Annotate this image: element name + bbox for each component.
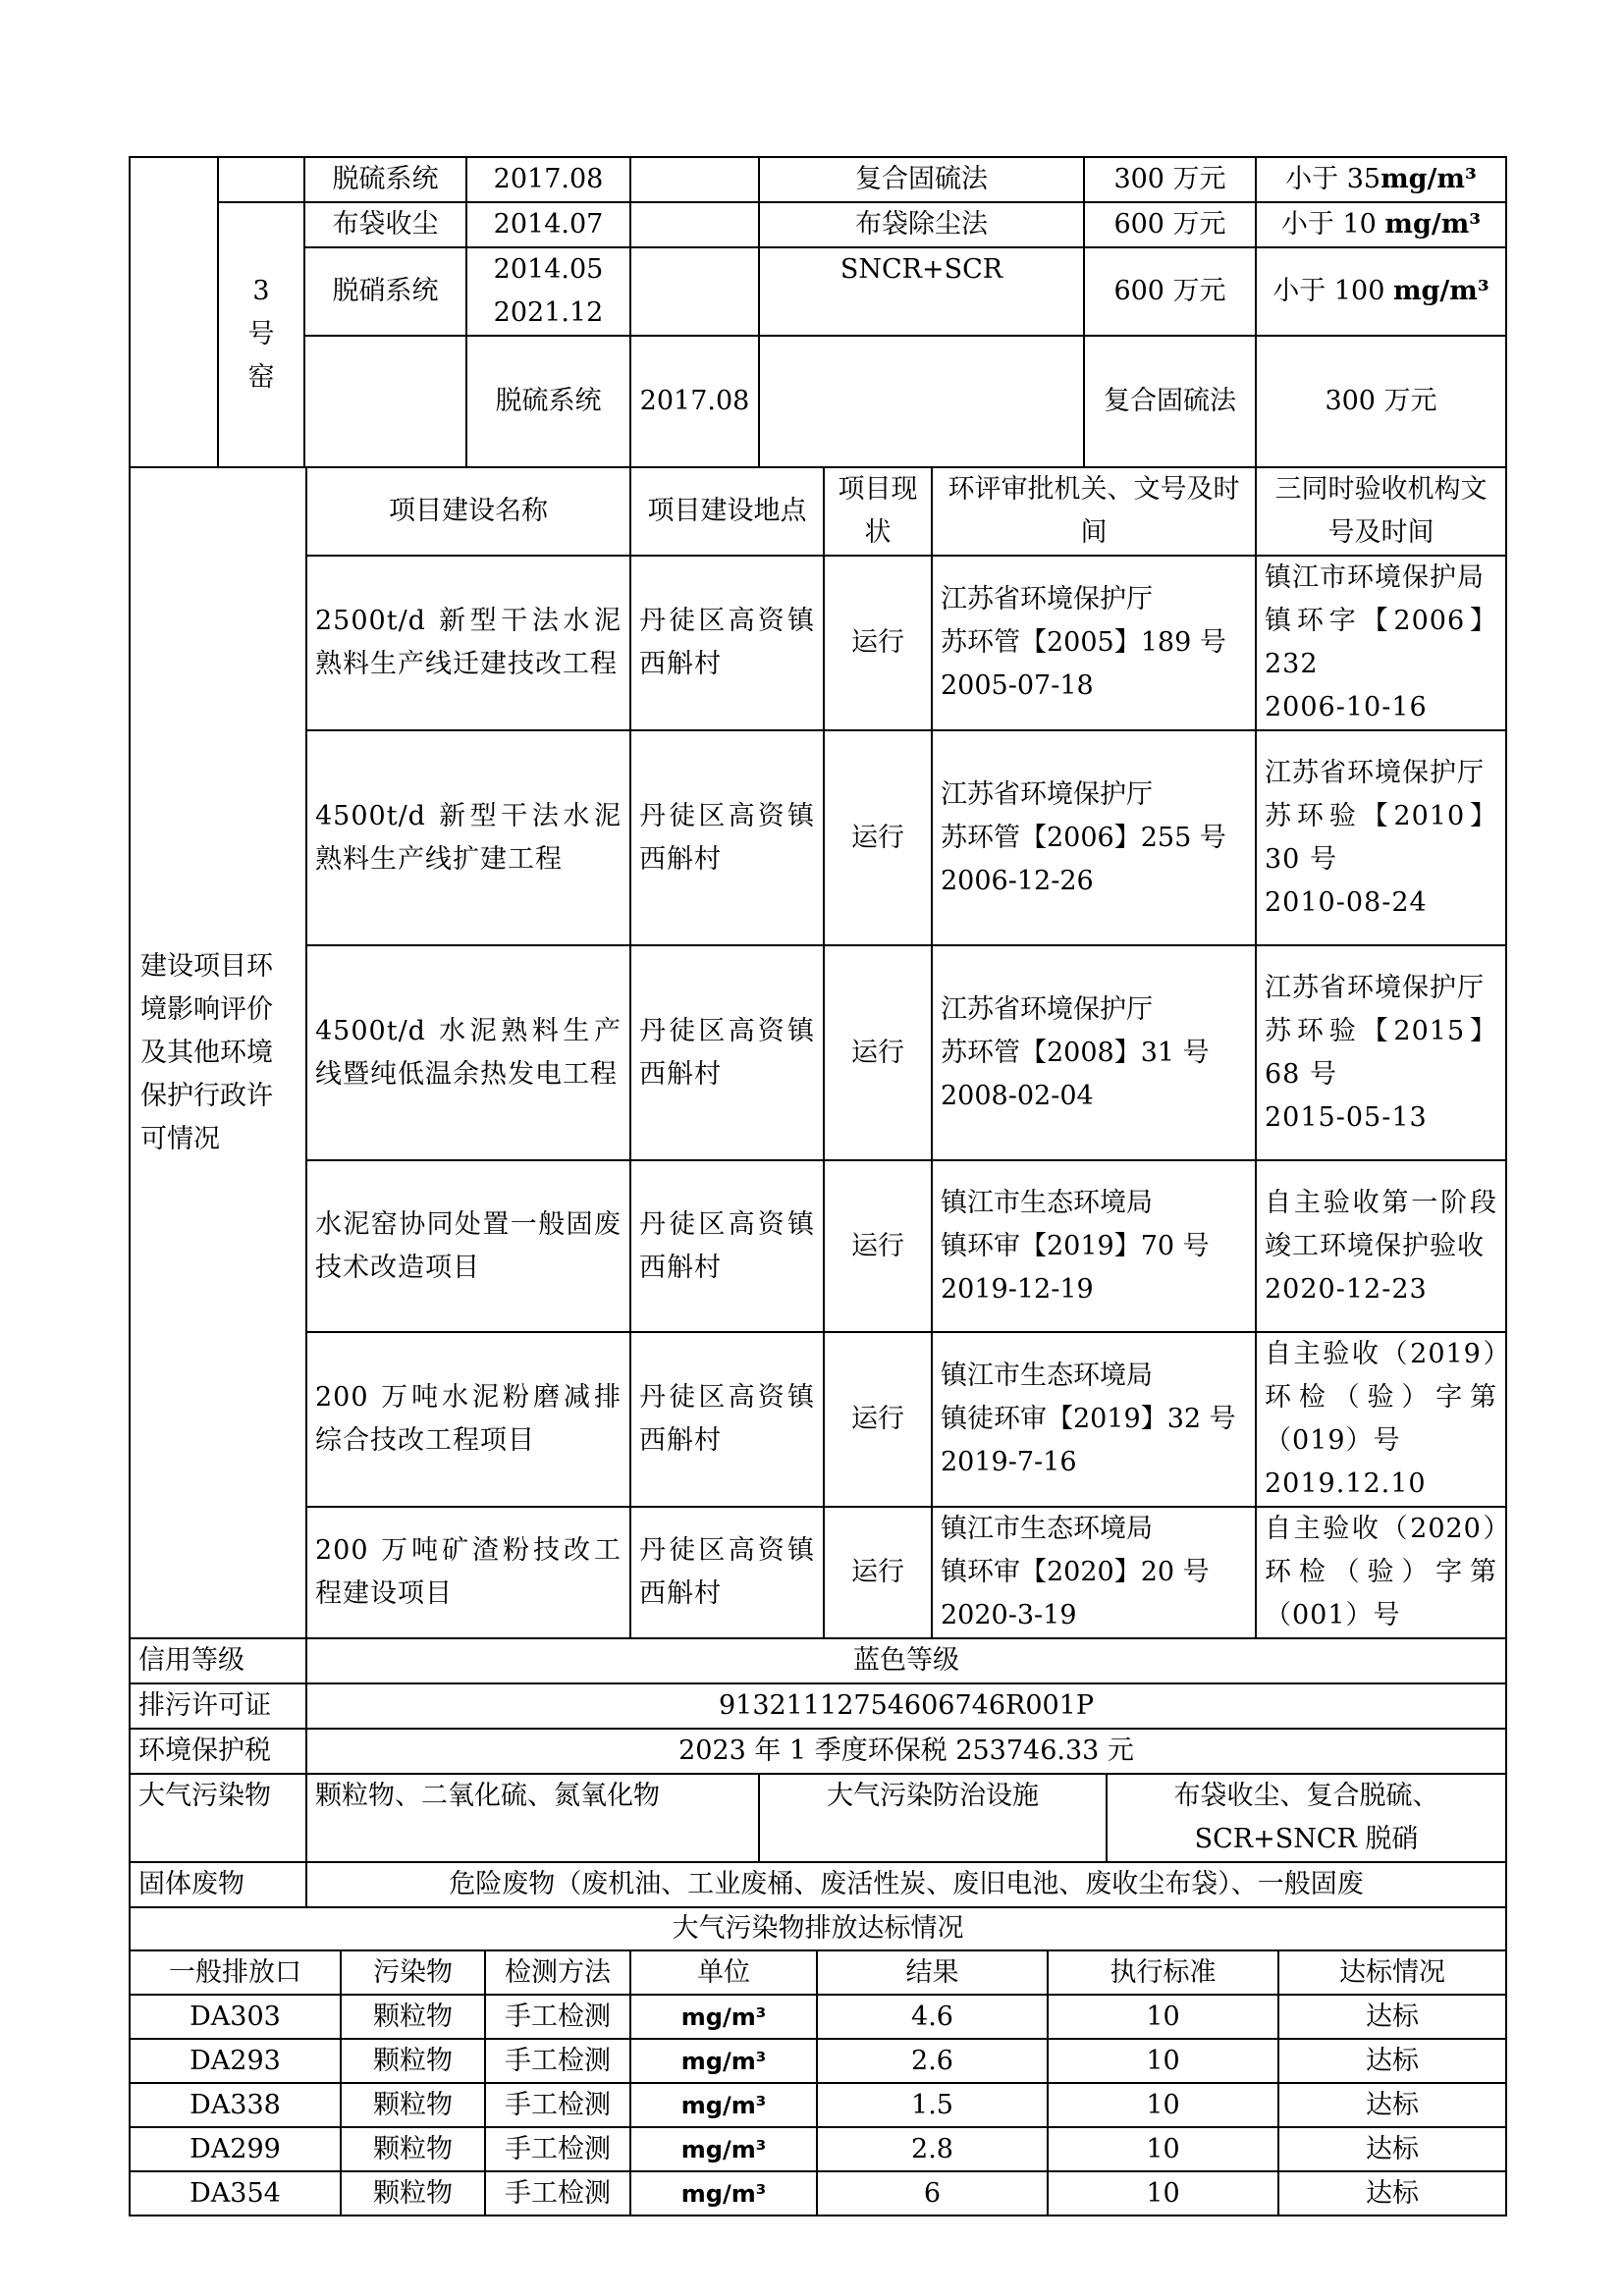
limit-text: 小于 35 bbox=[1285, 164, 1381, 194]
approval-line: 江苏省环境保护厅 bbox=[941, 778, 1153, 810]
project-name: 水泥窑协同处置一般固废技术改造项目 bbox=[306, 1160, 630, 1332]
pollutant: 颗粒物 bbox=[341, 2083, 485, 2127]
acceptance-line: 2019.12.10 bbox=[1265, 1468, 1427, 1499]
approval-line: 镇江市生态环境局 bbox=[941, 1187, 1153, 1218]
project-row bbox=[130, 1160, 1506, 1332]
system-name: 脱硝系统 bbox=[304, 247, 466, 336]
project-approval bbox=[932, 1332, 1256, 1507]
emission-limit bbox=[1256, 247, 1506, 336]
acceptance-line: 苏环验【2015】68 号 bbox=[1265, 1015, 1497, 1090]
standard: 10 bbox=[1048, 1995, 1278, 2039]
system-cost: 300 万元 bbox=[1256, 336, 1506, 467]
eia-table bbox=[129, 466, 1507, 1775]
result: 2.8 bbox=[817, 2127, 1048, 2171]
approval-line: 2019-7-16 bbox=[941, 1447, 1077, 1477]
test-method: 手工检测 bbox=[485, 2127, 630, 2171]
approval-line: 2008-02-04 bbox=[941, 1080, 1094, 1111]
table-row bbox=[130, 2127, 1506, 2171]
system-name: 脱硫系统 bbox=[466, 336, 630, 467]
project-row bbox=[130, 556, 1506, 730]
outlet-id: DA303 bbox=[130, 1995, 341, 2039]
credit-value: 蓝色等级 bbox=[306, 1638, 1506, 1683]
outlet-id: DA338 bbox=[130, 2083, 341, 2127]
tax-row bbox=[130, 1729, 1506, 1774]
compliance: 达标 bbox=[1278, 2083, 1506, 2127]
solid-row bbox=[130, 1862, 1506, 1907]
outlet-id: DA354 bbox=[130, 2171, 341, 2216]
table-row bbox=[130, 1995, 1506, 2039]
project-status: 运行 bbox=[824, 556, 932, 730]
project-name: 4500t/d 新型干法水泥熟料生产线扩建工程 bbox=[306, 730, 630, 945]
unit: mg/m³ bbox=[630, 1995, 817, 2039]
blank-cell bbox=[630, 202, 759, 247]
approval-line: 2019-12-19 bbox=[941, 1273, 1094, 1305]
approval-line: 苏环管【2006】255 号 bbox=[941, 822, 1226, 853]
permit-value: 91321112754606746R001P bbox=[306, 1683, 1506, 1729]
project-row bbox=[130, 730, 1506, 945]
air-facility-label: 大气污染防治设施 bbox=[759, 1774, 1107, 1862]
project-status: 运行 bbox=[824, 945, 932, 1160]
approval-line: 镇江市生态环境局 bbox=[941, 1514, 1153, 1544]
emissions-header-row bbox=[130, 1950, 1506, 1995]
project-name: 4500t/d 水泥熟料生产线暨纯低温余热发电工程 bbox=[306, 945, 630, 1160]
approval-line: 镇徒环审【2019】32 号 bbox=[941, 1404, 1236, 1434]
project-row bbox=[130, 1332, 1506, 1507]
acceptance-line: 镇环字【2006】232 bbox=[1265, 606, 1497, 679]
report-sheet bbox=[129, 156, 1505, 2216]
project-name: 2500t/d 新型干法水泥熟料生产线迁建技改工程 bbox=[306, 556, 630, 730]
pollutant: 颗粒物 bbox=[341, 2127, 485, 2171]
emissions-table bbox=[129, 1906, 1507, 2216]
acceptance-line: 自主验收第一阶段竣工环境保护验收 bbox=[1265, 1187, 1497, 1261]
col-header-status: 项目现状 bbox=[824, 467, 932, 556]
system-cost: 600 万元 bbox=[1084, 247, 1256, 336]
acceptance-line: 2015-05-13 bbox=[1265, 1101, 1428, 1133]
approval-line: 江苏省环境保护厅 bbox=[941, 584, 1153, 614]
air-pollutants: 颗粒物、二氧化硫、氮氧化物 bbox=[306, 1774, 759, 1862]
approval-line: 2005-07-18 bbox=[941, 670, 1094, 701]
system-date: 2017.08 bbox=[466, 157, 630, 202]
col-header-approval: 环评审批机关、文号及时间 bbox=[932, 467, 1256, 556]
project-acceptance bbox=[1256, 1332, 1506, 1507]
solid-label: 固体废物 bbox=[130, 1862, 306, 1907]
limit-text: 小于 100 bbox=[1272, 276, 1393, 306]
eia-section-label bbox=[130, 467, 306, 1638]
col-header-name: 项目建设名称 bbox=[306, 467, 630, 556]
approval-line: 苏环管【2008】31 号 bbox=[941, 1037, 1210, 1068]
emissions-title: 大气污染物排放达标情况 bbox=[130, 1907, 1506, 1950]
table-row bbox=[130, 2039, 1506, 2083]
kiln3-label bbox=[218, 202, 304, 467]
project-status: 运行 bbox=[824, 1507, 932, 1638]
standard: 10 bbox=[1048, 2171, 1278, 2216]
approval-line: 2020-3-19 bbox=[941, 1600, 1077, 1630]
unit: mg/m³ bbox=[630, 2039, 817, 2083]
col-header-outlet: 一般排放口 bbox=[130, 1950, 341, 1995]
table-row bbox=[130, 2171, 1506, 2216]
kiln-equipment-table bbox=[129, 156, 1507, 468]
pollutant: 颗粒物 bbox=[341, 2039, 485, 2083]
eia-section-label-text: 建设项目环境影响评价及其他环境保护行政许可情况 bbox=[140, 950, 273, 1154]
acceptance-line: 江苏省环境保护厅 bbox=[1265, 757, 1485, 788]
system-name: 脱硫系统 bbox=[304, 157, 466, 202]
permit-label: 排污许可证 bbox=[130, 1683, 306, 1729]
kiln3-label-char: 窑 bbox=[247, 362, 275, 393]
kiln-row bbox=[130, 247, 1506, 336]
project-approval bbox=[932, 730, 1256, 945]
standard: 10 bbox=[1048, 2127, 1278, 2171]
project-acceptance bbox=[1256, 1507, 1506, 1638]
emission-limit bbox=[1256, 157, 1506, 202]
project-name: 200 万吨矿渣粉技改工程建设项目 bbox=[306, 1507, 630, 1638]
blank-cell bbox=[304, 336, 466, 467]
solid-value: 危险废物（废机油、工业废桶、废活性炭、废旧电池、废收尘布袋）、一般固废 bbox=[306, 1862, 1506, 1907]
unit: mg/m³ bbox=[630, 2083, 817, 2127]
system-cost: 300 万元 bbox=[1084, 157, 1256, 202]
approval-line: 镇环审【2019】70 号 bbox=[941, 1230, 1210, 1261]
acceptance-line: 江苏省环境保护厅 bbox=[1265, 972, 1485, 1003]
project-status: 运行 bbox=[824, 1160, 932, 1332]
project-location: 丹徒区高资镇西斛村 bbox=[630, 1332, 824, 1507]
acceptance-line: 2006-10-16 bbox=[1265, 692, 1428, 722]
project-acceptance bbox=[1256, 945, 1506, 1160]
air-label: 大气污染物 bbox=[130, 1774, 306, 1862]
acceptance-line: 苏环验【2010】30 号 bbox=[1265, 800, 1497, 875]
col-header-acceptance: 三同时验收机构文号及时间 bbox=[1256, 467, 1506, 556]
air-facility-value: 布袋收尘、复合脱硫、SCR+SNCR 脱硝 bbox=[1107, 1774, 1506, 1862]
system-method: SNCR+SCR bbox=[759, 247, 1084, 336]
pollutant: 颗粒物 bbox=[341, 1995, 485, 2039]
project-approval bbox=[932, 556, 1256, 730]
project-name: 200 万吨水泥粉磨减排综合技改工程项目 bbox=[306, 1332, 630, 1507]
standard: 10 bbox=[1048, 2083, 1278, 2127]
project-location: 丹徒区高资镇西斛村 bbox=[630, 556, 824, 730]
compliance: 达标 bbox=[1278, 2039, 1506, 2083]
blank-cell bbox=[630, 157, 759, 202]
system-date-line: 2021.12 bbox=[493, 297, 604, 328]
system-date bbox=[466, 247, 630, 336]
credit-label: 信用等级 bbox=[130, 1638, 306, 1683]
outlet-id: DA293 bbox=[130, 2039, 341, 2083]
project-acceptance bbox=[1256, 730, 1506, 945]
kiln-row bbox=[130, 202, 1506, 247]
result: 4.6 bbox=[817, 1995, 1048, 2039]
project-location: 丹徒区高资镇西斛村 bbox=[630, 945, 824, 1160]
pollution-table bbox=[129, 1773, 1507, 1908]
acceptance-line: 自主验收（2020）环检（验）字第（001）号 bbox=[1265, 1514, 1497, 1630]
kiln-row bbox=[130, 157, 1506, 202]
blank-cell bbox=[630, 247, 759, 336]
col-header-result: 结果 bbox=[817, 1950, 1048, 1995]
blank-cell bbox=[130, 157, 218, 467]
project-acceptance bbox=[1256, 1160, 1506, 1332]
permit-row bbox=[130, 1683, 1506, 1729]
standard: 10 bbox=[1048, 2039, 1278, 2083]
tax-label: 环境保护税 bbox=[130, 1729, 306, 1774]
project-status: 运行 bbox=[824, 730, 932, 945]
emission-limit bbox=[1256, 202, 1506, 247]
project-acceptance bbox=[1256, 556, 1506, 730]
acceptance-line: 自主验收（2019）环检（验）字第（019）号 bbox=[1265, 1339, 1497, 1456]
approval-line: 镇江市生态环境局 bbox=[941, 1361, 1153, 1391]
project-location: 丹徒区高资镇西斛村 bbox=[630, 1160, 824, 1332]
blank-cell bbox=[218, 157, 304, 202]
system-method: 布袋除尘法 bbox=[759, 202, 1084, 247]
result: 1.5 bbox=[817, 2083, 1048, 2127]
system-name: 布袋收尘 bbox=[304, 202, 466, 247]
acceptance-line: 镇江市环境保护局 bbox=[1265, 562, 1485, 593]
blank-cell bbox=[759, 336, 1084, 467]
system-method: 复合固硫法 bbox=[1084, 336, 1256, 467]
kiln3-label-char: 3 bbox=[252, 276, 270, 306]
project-status: 运行 bbox=[824, 1332, 932, 1507]
approval-line: 镇环审【2020】20 号 bbox=[941, 1557, 1210, 1587]
col-header-compliance: 达标情况 bbox=[1278, 1950, 1506, 1995]
col-header-standard: 执行标准 bbox=[1048, 1950, 1278, 1995]
acceptance-line: 2010-08-24 bbox=[1265, 886, 1428, 918]
eia-header-row bbox=[130, 467, 1506, 556]
project-row bbox=[130, 1507, 1506, 1638]
credit-row bbox=[130, 1638, 1506, 1683]
system-cost: 600 万元 bbox=[1084, 202, 1256, 247]
project-approval bbox=[932, 945, 1256, 1160]
test-method: 手工检测 bbox=[485, 2171, 630, 2216]
limit-unit: mg/m³ bbox=[1380, 164, 1477, 194]
system-method: 复合固硫法 bbox=[759, 157, 1084, 202]
compliance: 达标 bbox=[1278, 2171, 1506, 2216]
emissions-title-row bbox=[130, 1907, 1506, 1950]
limit-unit: mg/m³ bbox=[1392, 276, 1489, 306]
project-row bbox=[130, 945, 1506, 1160]
outlet-id: DA299 bbox=[130, 2127, 341, 2171]
col-header-pollutant: 污染物 bbox=[341, 1950, 485, 1995]
col-header-unit: 单位 bbox=[630, 1950, 817, 1995]
system-date-line: 2014.05 bbox=[493, 254, 604, 285]
compliance: 达标 bbox=[1278, 1995, 1506, 2039]
kiln3-label-char: 号 bbox=[247, 319, 275, 349]
test-method: 手工检测 bbox=[485, 2039, 630, 2083]
limit-unit: mg/m³ bbox=[1384, 209, 1482, 240]
approval-line: 江苏省环境保护厅 bbox=[941, 993, 1153, 1025]
unit: mg/m³ bbox=[630, 2171, 817, 2216]
acceptance-line: 2020-12-23 bbox=[1265, 1273, 1428, 1305]
tax-value: 2023 年 1 季度环保税 253746.33 元 bbox=[306, 1729, 1506, 1774]
approval-line: 苏环管【2005】189 号 bbox=[941, 627, 1226, 658]
kiln-row bbox=[130, 336, 1506, 467]
project-approval bbox=[932, 1160, 1256, 1332]
result: 6 bbox=[817, 2171, 1048, 2216]
col-header-method: 检测方法 bbox=[485, 1950, 630, 1995]
system-date: 2017.08 bbox=[630, 336, 759, 467]
result: 2.6 bbox=[817, 2039, 1048, 2083]
project-approval bbox=[932, 1507, 1256, 1638]
limit-text: 小于 10 bbox=[1280, 209, 1385, 240]
air-row bbox=[130, 1774, 1506, 1862]
compliance: 达标 bbox=[1278, 2127, 1506, 2171]
system-date: 2014.07 bbox=[466, 202, 630, 247]
project-location: 丹徒区高资镇西斛村 bbox=[630, 1507, 824, 1638]
test-method: 手工检测 bbox=[485, 2083, 630, 2127]
approval-line: 2006-12-26 bbox=[941, 865, 1094, 896]
col-header-location: 项目建设地点 bbox=[630, 467, 824, 556]
project-location: 丹徒区高资镇西斛村 bbox=[630, 730, 824, 945]
unit: mg/m³ bbox=[630, 2127, 817, 2171]
pollutant: 颗粒物 bbox=[341, 2171, 485, 2216]
table-row bbox=[130, 2083, 1506, 2127]
test-method: 手工检测 bbox=[485, 1995, 630, 2039]
